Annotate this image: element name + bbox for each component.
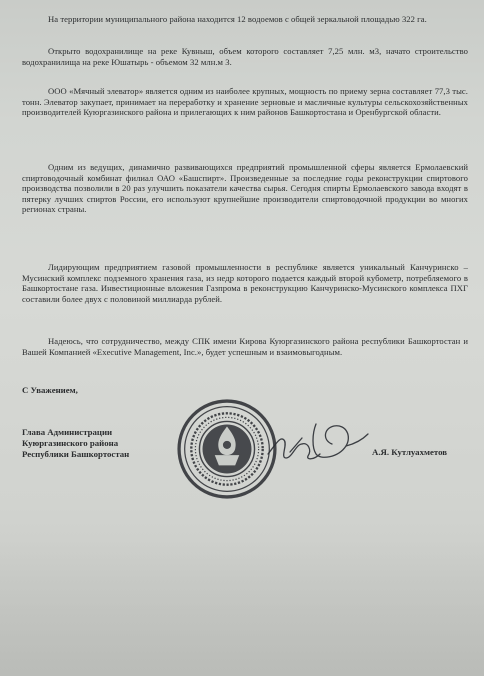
signatory-title [22,427,172,461]
signatory-title-line: Глава Администрации [22,427,113,437]
closing-greeting: С Уважением, [22,385,78,395]
handwritten-signature [262,414,372,470]
signatory-title-line: Куюргазинского района [22,438,119,449]
paragraph-water-storage: Открыто водохранилище на реке Кувныш, объем которого составляет 7,25 млн. м3, начато строительство водохранилища на реке Юшатырь - объемом 32 млн.м 3. [22,46,468,67]
paragraph-cooperation: Надеюсь, что сотрудничество, между СПК имени Кирова Куюргазинского района республики Башкортостан и Вашей Компанией «Executive Management, Inc.», будет успешным и взаимовыгодным. [22,336,468,357]
paragraph-elevator: ООО «Мячный элеватор» является одним из наиболее крупных, мощность по приему зерна составляет 77,3 тыс. тонн. Элеватор закупает, принимает на переработку и хранение зерновые и масличные культуры сельскохозяйственных производителей Куюргазинского района и прилегающих к ним районов Башкортостана и Оренбургской области. [22,86,468,118]
paragraph-gas-storage: Лидирующим предприятием газовой промышленности в республике является уникальный Канчуринско – Мусинский комплекс подземного хранения газа, из недр которого подается каждый второй кубометр, потребляемого в Башкортостане газа. Инвестиционные вложения Газпрома в реконструкцию Канчуринско-Мусинского комплекса ПХГ составили более двух с половиной миллиарда рублей. [22,262,468,304]
paper-shadow [0,536,484,676]
paragraph-distillery: Одним из ведущих, динамично развивающихся предприятий промышленной сферы является Ермолаевский спиртоводочный комбинат филиал ОАО «Башспирт». Произведенные за последние годы реконструкции спиртового производства позволили в 20 раз улучшить показатели качества сырья. Сегодня спирты Ермолаевского завода входят в пятерку лучших спиртов России, его используют крупнейшие производители спиртоводочной продукции во многих регионах страны. [22,162,468,215]
paragraph-reservoirs: На территории муниципального района находится 12 водоемов с общей зеркальной площадью 322 га. [48,14,427,24]
signatory-title-line: Республики Башкортостан [22,449,130,460]
signatory-name: А.Я. Кутлуахметов [372,447,448,457]
